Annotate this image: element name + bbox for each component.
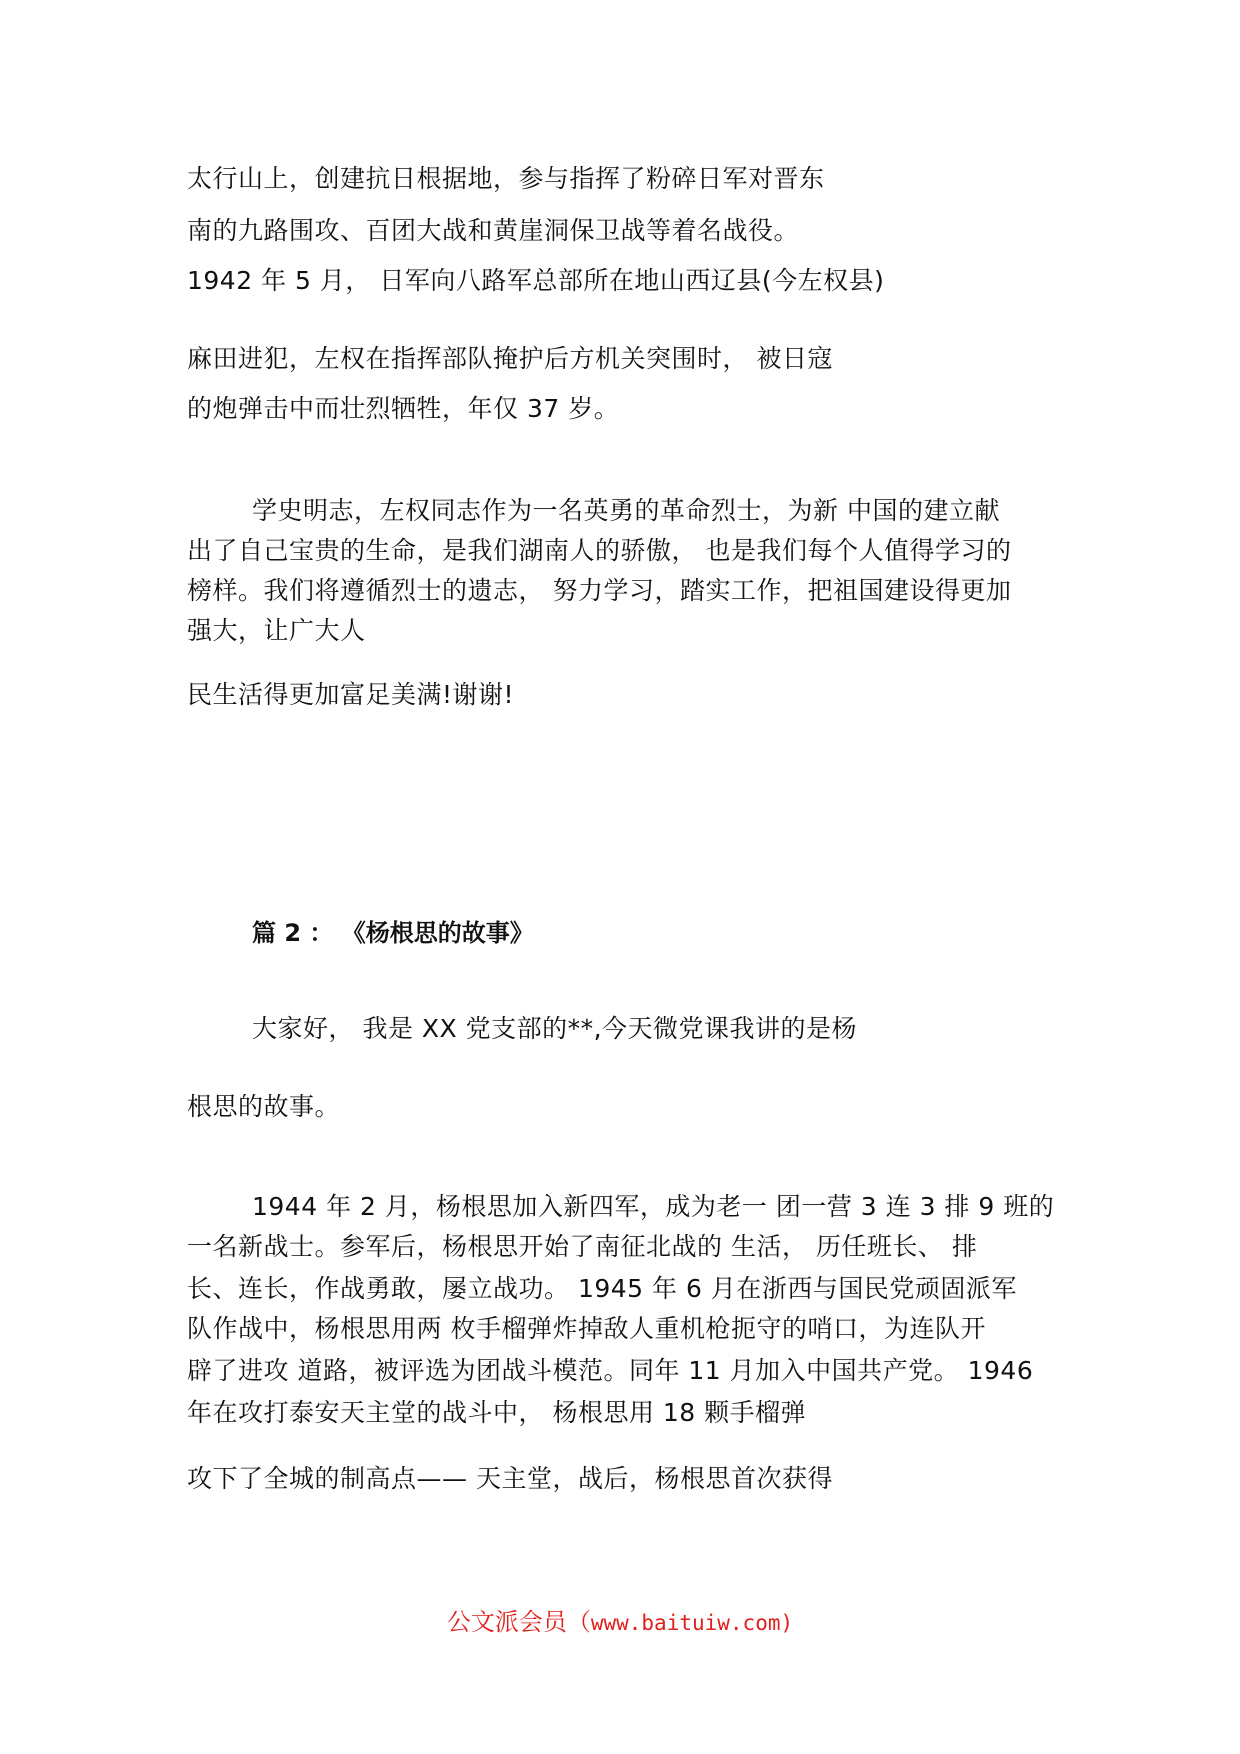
text-line: 榜样。我们将遵循烈士的遗志， 努力学习，踏实工作，把祖国建设得更加 [187,576,1012,605]
text-line: 南的九路围攻、百团大战和黄崖洞保卫战等着名战役。 [187,216,800,245]
text-line: 辟了进攻 道路，被评选为团战斗模范。同年 11 月加入中国共产党。 1946 [187,1356,1034,1385]
text-line: 根思的故事。 [187,1092,341,1121]
text-line: 年在攻打泰安天主堂的战斗中， 杨根思用 18 颗手榴弹 [187,1398,807,1427]
text-line: 长、连长，作战勇敢，屡立战功。 1945 年 6 月在浙西与国民党顽固派军 [187,1274,1017,1303]
text-line: 强大，让广大人 [187,616,366,645]
paragraph-first-line: 1944 年 2 月，杨根思加入新四军，成为老一 团一营 3 连 3 排 9 班的 [252,1192,1055,1221]
section-heading: 篇 2 ： 《杨根思的故事》 [252,919,534,947]
footer-label: 公文派会员（ [446,1608,591,1636]
text-line: 队作战中，杨根思用两 枚手榴弹炸掉敌人重机枪扼守的哨口，为连队开 [187,1314,986,1343]
text-line: 1942 年 5 月， 日军向八路军总部所在地山西辽县(今左权县) [187,266,885,295]
footer-watermark [0,1606,1240,1639]
paragraph-first-line: 大家好， 我是 XX 党支部的**,今天微党课我讲的是杨 [252,1014,858,1043]
text-line: 的炮弹击中而壮烈牺牲，年仅 37 岁。 [187,394,620,423]
text-line: 民生活得更加富足美满!谢谢! [187,680,515,709]
footer-url-link[interactable]: www.baituiw.com) [590,1611,794,1635]
text-line: 一名新战士。参军后，杨根思开始了南征北战的 生活， 历任班长、 排 [187,1232,978,1261]
text-line: 太行山上，创建抗日根据地，参与指挥了粉碎日军对晋东 [187,164,825,193]
text-line: 出了自己宝贵的生命，是我们湖南人的骄傲， 也是我们每个人值得学习的 [187,536,1012,565]
paragraph-first-line: 学史明志，左权同志作为一名英勇的革命烈士，为新 中国的建立献 [252,496,1000,525]
text-line: 攻下了全城的制高点—— 天主堂，战后，杨根思首次获得 [187,1464,833,1493]
text-line: 麻田进犯，左权在指挥部队掩护后方机关突围时， 被日寇 [187,344,833,373]
